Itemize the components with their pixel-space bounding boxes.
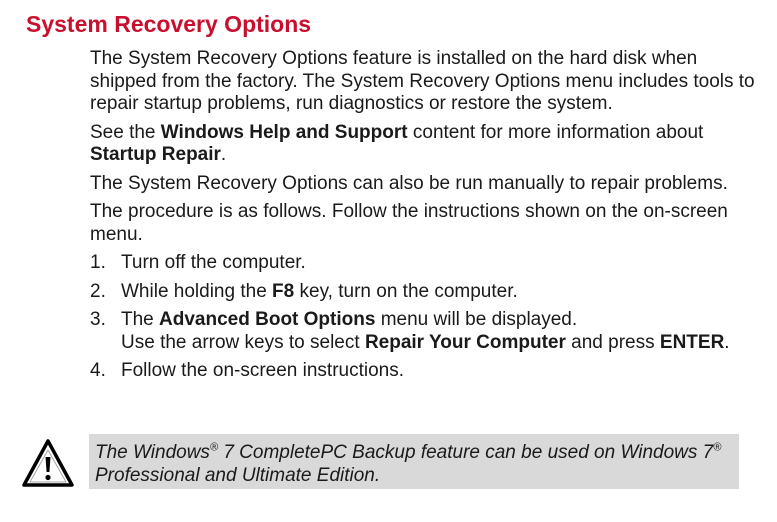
step-text: Follow the on-screen instructions. (121, 360, 405, 381)
step-number: 3. (90, 309, 106, 330)
step-text-part: While holding the (121, 280, 273, 302)
paragraph-help-text: . (220, 144, 227, 165)
note-text: Professional and Ultimate Edition. (95, 464, 381, 486)
step-text-part: . (724, 331, 730, 353)
step-text: Turn off the computer. (121, 252, 306, 273)
body-content (90, 48, 762, 389)
paragraph-help-text: content for more information about (407, 121, 704, 143)
f8-key-term: F8 (272, 280, 295, 302)
registered-mark: ® (713, 441, 722, 454)
advanced-boot-options-term: Advanced Boot Options (159, 309, 376, 330)
paragraph-help-text: See the (90, 121, 161, 143)
caution-triangle-icon (22, 438, 74, 490)
registered-mark: ® (209, 441, 219, 454)
procedure-steps (90, 252, 762, 383)
step-item (90, 360, 762, 383)
windows-help-and-support-term: Windows Help and Support (160, 121, 408, 143)
paragraph-manual-run: The System Recovery Options can also be run manually to repair problems. (90, 172, 728, 194)
step-number: 1. (90, 252, 106, 273)
note-text: The Windows (95, 442, 210, 463)
step-number: 4. (90, 360, 106, 381)
step-text (121, 309, 762, 354)
paragraph-procedure: The procedure is as follows. Follow the instructions shown on the on-screen menu. (90, 201, 728, 245)
caution-note (89, 434, 739, 489)
step-text-part: menu will be displayed. (375, 309, 578, 330)
step-text (121, 281, 762, 304)
step-text-part: Use the arrow keys to select (121, 331, 365, 353)
note-text: 7 CompletePC Backup feature can be used on Windows 7 (218, 442, 714, 463)
step-text-part: The (121, 309, 160, 330)
step-item (90, 281, 762, 304)
paragraph-help-reference (90, 122, 762, 167)
step-number: 2. (90, 280, 106, 302)
startup-repair-term: Startup Repair (90, 144, 221, 165)
step-text-part: key, turn on the computer. (294, 280, 518, 302)
enter-key-term: ENTER (659, 331, 725, 353)
repair-your-computer-term: Repair Your Computer (364, 331, 566, 353)
step-text-part: and press (565, 331, 660, 353)
paragraph-intro: The System Recovery Options feature is installed on the hard disk when shipped from the factory. The System Recovery Options menu includes tools to repair startup problems, run diagnostics or restore the system. (90, 48, 755, 114)
step-item (90, 252, 762, 275)
section-heading: System Recovery Options (26, 11, 312, 37)
step-item (90, 309, 762, 354)
